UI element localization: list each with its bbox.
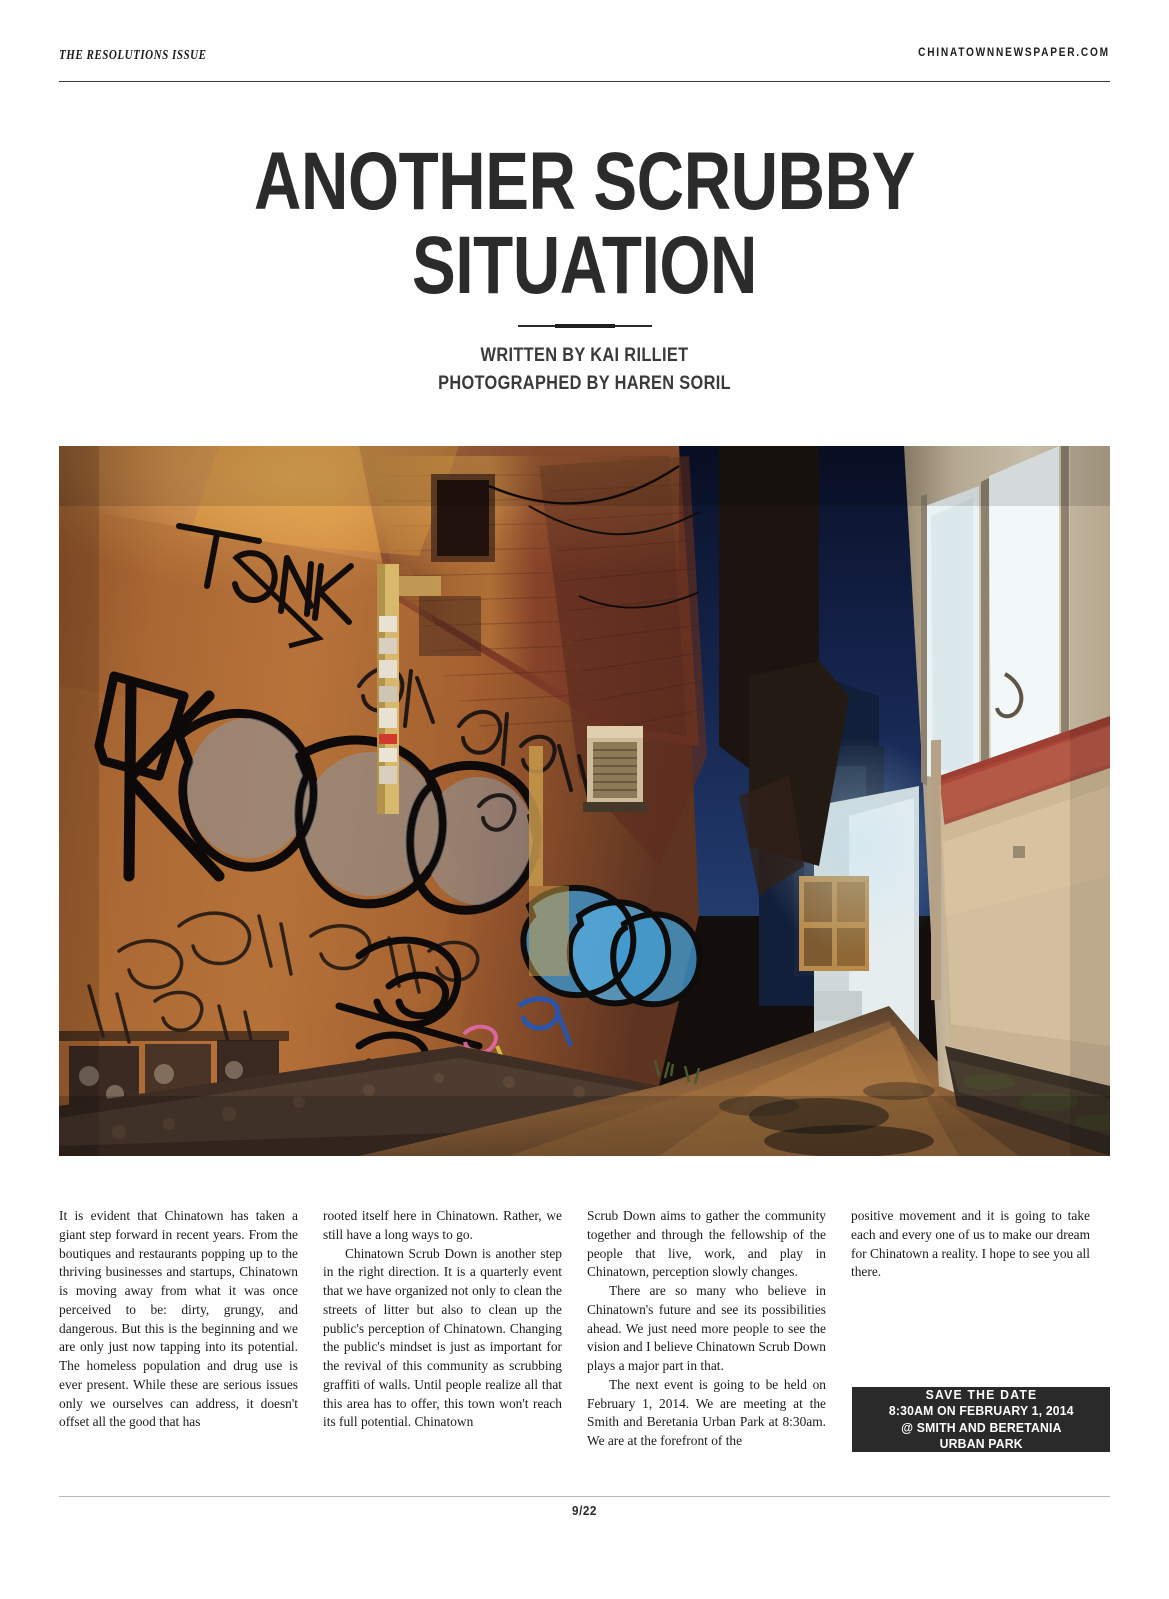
save-the-date-callout — [852, 1387, 1110, 1452]
paragraph: Chinatown Scrub Down is another step in the right direction. It is a quarterly event that we have organized not only to clean the streets of litter but also to clean up the public's perception of Chinatown. Changing the public's mindset is just as important for the revival of this community as scrubbing graffiti of walls. Until people realize all that this area has to offer, this town won't reach its full potential. Chinatown — [323, 1245, 562, 1430]
hero-photo-illustration — [59, 446, 1110, 1156]
paragraph: The next event is going to be held on February 1, 2014. We are meeting at the Smith and Beretania Urban Park at 8:30am. We are at the forefront of the — [587, 1376, 826, 1448]
paragraph: There are so many who believe in Chinatown's future and see its possibilities ahead. We just need more people to see the vision and I believe Chinatown Scrub Down plays a major part in that. — [587, 1283, 826, 1373]
save-the-date-time: 8:30AM ON FEBRUARY 1, 2014 — [888, 1403, 1074, 1418]
byline-writer: WRITTEN BY KAI RILLIET — [480, 345, 689, 366]
body-column-2 — [323, 1207, 562, 1465]
website-url[interactable]: CHINATOWNNEWSPAPER.COM — [918, 47, 1110, 59]
paragraph: It is evident that Chinatown has taken a giant step forward in recent years. From the boutiques and restaurants popping up to the thriving businesses and startups, Chinatown is moving away from what it was once perceived to be: dirty, grungy, and dangerous. But this is the beginning and we are only just now tapping into its potential. The homeless population and drug use is ever present. While these are serious issues only we ourselves can address, it doesn't offset all the good that has — [59, 1208, 298, 1430]
page-masthead — [59, 47, 1110, 82]
paragraph: positive movement and it is going to take each and every one of us to make our dream for Chinatown a reality. I hope to see you all there. — [851, 1208, 1090, 1280]
save-the-date-venue: URBAN PARK — [939, 1436, 1023, 1451]
page-number: 9/22 — [572, 1503, 597, 1518]
save-the-date-title: SAVE THE DATE — [925, 1386, 1037, 1402]
issue-label: THE RESOLUTIONS ISSUE — [59, 47, 207, 62]
byline — [133, 342, 1037, 397]
paragraph: rooted itself here in Chinatown. Rather, we still have a long ways to go. — [323, 1208, 562, 1242]
save-the-date-location: @ SMITH AND BERETANIA — [900, 1419, 1062, 1435]
byline-photographer: PHOTOGRAPHED BY HAREN SORIL — [438, 372, 731, 394]
divider-thick-bar — [555, 324, 615, 329]
headline-line-1: ANOTHER SCRUBBY — [254, 136, 915, 227]
article-headline — [164, 136, 1005, 311]
headline-line-2: SITUATION — [411, 219, 758, 311]
footer-divider — [59, 1496, 1110, 1497]
paragraph: Scrub Down aims to gather the community together and through the fellowship of the people that live, work, and play in Chinatown, perception slowly changes. — [587, 1208, 826, 1280]
divider-ornament — [518, 323, 652, 329]
body-column-1 — [59, 1207, 298, 1465]
hero-photo — [59, 446, 1110, 1156]
body-column-3 — [587, 1207, 826, 1465]
